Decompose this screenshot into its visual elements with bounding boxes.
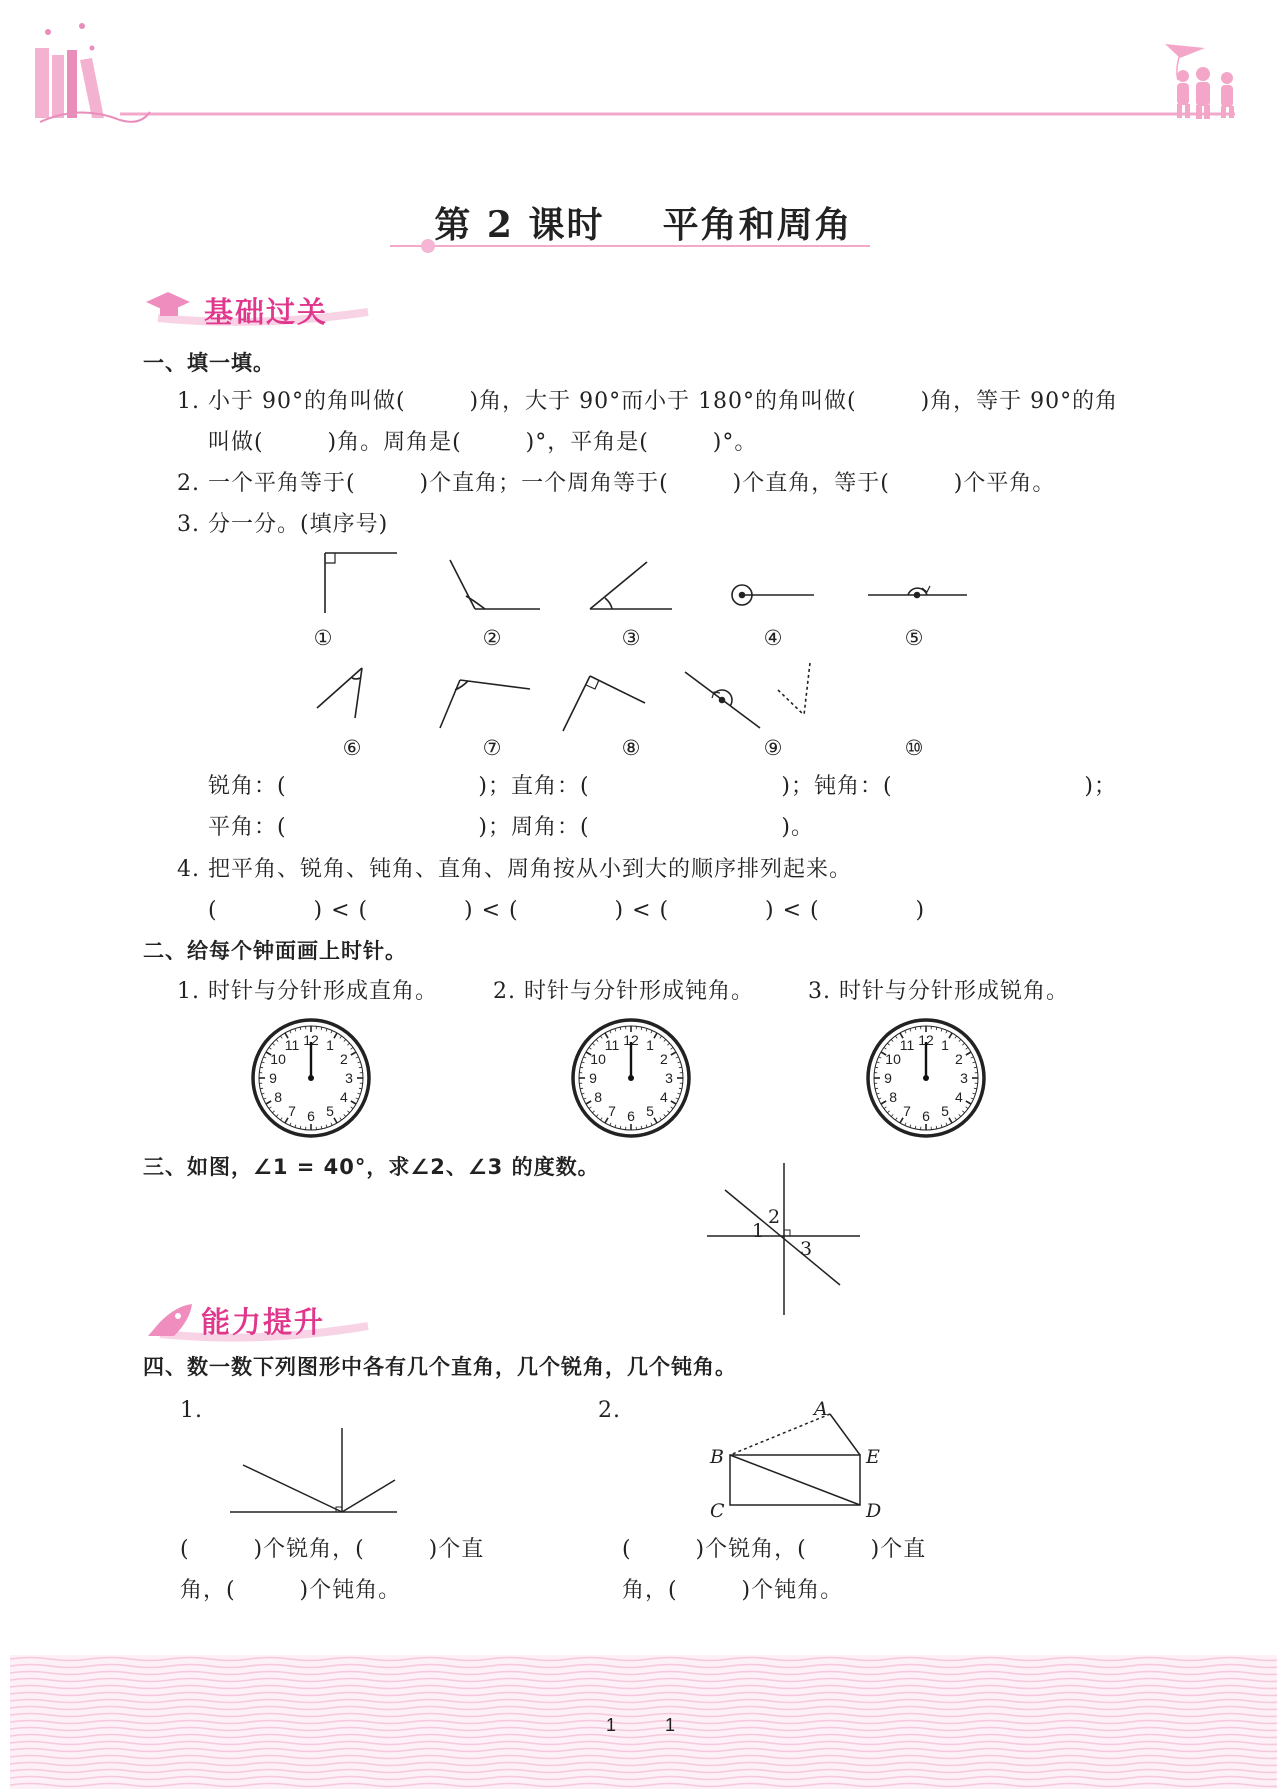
point-c: C — [710, 1500, 726, 1522]
angle-label-1: ① — [313, 626, 333, 650]
clock-number: 1 — [326, 1037, 334, 1054]
lesson-number: 第 2 课时 — [434, 204, 605, 246]
figure-1-number: 1. — [180, 1398, 203, 1423]
point-e: E — [866, 1446, 881, 1468]
angle-figure-2 — [450, 560, 540, 609]
angle-figure-8 — [563, 676, 645, 731]
angle-figure-9 — [685, 672, 760, 728]
clock-number: 8 — [594, 1089, 602, 1105]
point-a: A — [814, 1398, 829, 1420]
clock-number: 3 — [665, 1070, 673, 1086]
angle-label-5: ⑤ — [904, 626, 924, 650]
header-decoration — [0, 0, 1287, 140]
part3-title: 三、如图，∠1 = 40°，求∠2、∠3 的度数。 — [143, 1155, 600, 1179]
clock-number: 9 — [269, 1070, 277, 1086]
angle-figure-1 — [325, 553, 397, 613]
clock-number: 5 — [646, 1102, 654, 1119]
point-d: D — [866, 1500, 883, 1522]
fig1-answer-line1: ( )个锐角，( )个直 — [180, 1537, 485, 1562]
part1-title: 一、填一填。 — [143, 351, 275, 375]
angle-figure-5 — [868, 586, 967, 598]
angle-label-8: ⑧ — [621, 736, 641, 760]
angle-label-9: ⑨ — [763, 736, 783, 760]
lesson-topic: 平角和周角 — [662, 204, 853, 246]
children-kite-icon — [1165, 44, 1234, 119]
angle-figure-10 — [778, 663, 810, 715]
clock-number: 11 — [604, 1037, 620, 1054]
clock-number: 8 — [889, 1089, 897, 1105]
clock-number: 6 — [627, 1108, 635, 1124]
fig1-answer-line2: 角，( )个钝角。 — [180, 1578, 402, 1603]
q2-text: 2. 一个平角等于( )个直角；一个周角等于( )个直角，等于( )个平角。 — [177, 471, 1056, 496]
point-b: B — [710, 1446, 725, 1468]
angle-mark-3: 3 — [800, 1238, 814, 1260]
angle-label-6: ⑥ — [342, 736, 362, 760]
clock-number: 10 — [885, 1051, 901, 1067]
q4-blanks: ( ) < ( ) < ( ) < ( ) < ( ) — [208, 898, 926, 923]
sort-line-1: 锐角：( )；直角：( )；钝角：( )； — [208, 774, 1118, 799]
angle-mark-1: 1 — [752, 1220, 766, 1242]
clock-face-1[interactable] — [250, 1017, 372, 1139]
clock-number: 12 — [303, 1032, 319, 1048]
figure-2-number: 2. — [598, 1398, 621, 1423]
clock-number: 3 — [960, 1070, 968, 1086]
angle-label-2: ② — [482, 626, 502, 650]
clock-number: 5 — [326, 1102, 334, 1119]
clock-number: 9 — [589, 1070, 597, 1086]
q3-text: 3. 分一分。(填序号) — [177, 512, 389, 537]
angle-label-3: ③ — [621, 626, 641, 650]
fig2-answer-line2: 角，( )个钝角。 — [622, 1578, 844, 1603]
clock-number: 2 — [955, 1051, 963, 1067]
angle-figure-4 — [732, 585, 814, 605]
clock-number: 4 — [660, 1089, 668, 1105]
clock-number: 10 — [270, 1051, 286, 1067]
clock-number: 12 — [623, 1032, 639, 1048]
sort-line-2: 平角：( )；周角：( )。 — [208, 815, 815, 840]
intersecting-lines-figure — [700, 1160, 870, 1320]
clock-number: 12 — [918, 1032, 934, 1048]
angle-figure-3 — [590, 562, 672, 609]
clock-number: 7 — [288, 1102, 296, 1119]
rays-figure — [225, 1425, 405, 1515]
clock-number: 7 — [608, 1102, 616, 1119]
fig2-answer-line1: ( )个锐角，( )个直 — [622, 1537, 927, 1562]
clock-number: 2 — [340, 1051, 348, 1067]
clock-task-2: 2. 时针与分针形成钝角。 — [493, 979, 754, 1004]
clock-number: 9 — [884, 1070, 892, 1086]
q1-line2: 叫做( )角。周角是( )°，平角是( )°。 — [208, 430, 758, 455]
part2-title: 二、给每个钟面画上时针。 — [143, 939, 407, 963]
page-number: 1 1 — [606, 1715, 677, 1735]
angle-mark-2: 2 — [768, 1206, 782, 1228]
clock-face-2[interactable] — [570, 1017, 692, 1139]
clock-face-3[interactable] — [865, 1017, 987, 1139]
clock-number: 5 — [941, 1102, 949, 1119]
clock-number: 4 — [340, 1089, 348, 1105]
angle-label-7: ⑦ — [482, 736, 502, 760]
part4-title: 四、数一数下列图形中各有几个直角，几个锐角，几个钝角。 — [143, 1355, 737, 1379]
angle-figure-6 — [317, 668, 362, 718]
clock-number: 6 — [922, 1108, 930, 1124]
clock-number: 4 — [955, 1089, 963, 1105]
clock-number: 1 — [646, 1037, 654, 1054]
clock-number: 8 — [274, 1089, 282, 1105]
books-logo-icon — [35, 23, 150, 122]
q1-line1: 1. 小于 90°的角叫做( )角，大于 90°而小于 180°的角叫做( )角，等于 90°的角 — [177, 389, 1119, 414]
angle-figure-7 — [440, 680, 530, 728]
clock-number: 6 — [307, 1108, 315, 1124]
clock-number: 7 — [903, 1102, 911, 1119]
clock-number: 3 — [345, 1070, 353, 1086]
clock-number: 1 — [941, 1037, 949, 1054]
clock-number: 10 — [590, 1051, 606, 1067]
section-basic-heading: 基础过关 — [204, 295, 329, 329]
clock-task-3: 3. 时针与分针形成锐角。 — [808, 979, 1069, 1004]
angle-label-10: ⑩ — [904, 736, 924, 760]
clock-number: 11 — [899, 1037, 915, 1054]
clock-task-1: 1. 时针与分针形成直角。 — [177, 979, 438, 1004]
q4-text: 4. 把平角、锐角、钝角、直角、周角按从小到大的顺序排列起来。 — [177, 857, 852, 882]
clock-number: 2 — [660, 1051, 668, 1067]
section-advanced-heading: 能力提升 — [201, 1305, 326, 1339]
angle-label-4: ④ — [763, 626, 783, 650]
clock-number: 11 — [284, 1037, 300, 1054]
title-underline — [380, 236, 880, 256]
